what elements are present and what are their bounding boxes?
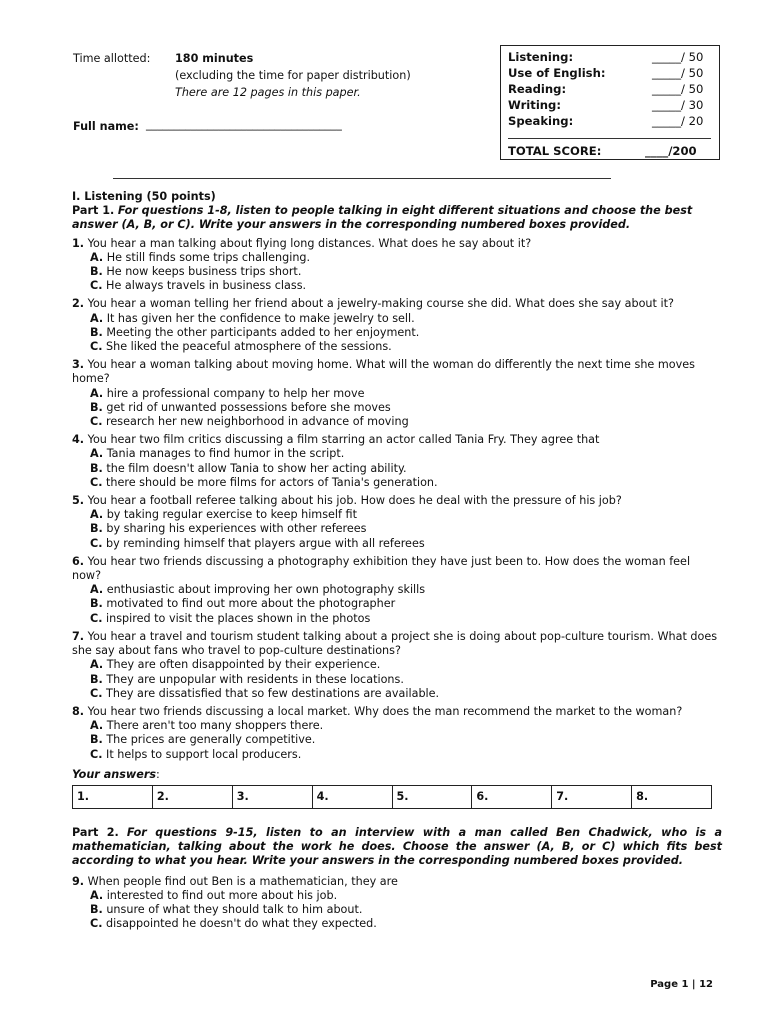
option-a: A. He still finds some trips challenging. — [90, 250, 311, 264]
question-stem: 9. When people find out Ben is a mathematician, they are — [72, 874, 398, 888]
option-c: C. disappointed he doesn't do what they expected. — [90, 917, 377, 931]
question-stem: 3. You hear a woman talking about moving home. What will the woman do differently the next time she moves home? — [72, 358, 695, 386]
score-row-reading — [508, 82, 719, 98]
total-score-value: ____/200 — [645, 144, 697, 158]
time-allotted-value: 180 minutes — [175, 52, 254, 65]
answer-box-5[interactable]: 5. — [392, 785, 472, 808]
header-divider — [113, 178, 611, 179]
question-list — [72, 237, 722, 762]
question-7 — [72, 630, 722, 701]
answer-box-3[interactable]: 3. — [232, 785, 312, 808]
part2-instructions — [72, 826, 722, 869]
score-row-listening — [508, 50, 719, 66]
score-label: Use of English: — [508, 66, 606, 80]
time-note: (excluding the time for paper distribution) — [175, 69, 411, 82]
score-blank: _____/ 50 — [652, 82, 704, 96]
total-score-label: TOTAL SCORE: — [508, 144, 602, 158]
part1-label: Part 1. — [72, 204, 115, 218]
option-c: C. They are dissatisfied that so few destinations are available. — [90, 686, 440, 700]
option-c: C. She liked the peaceful atmosphere of the sessions. — [90, 340, 392, 354]
option-c: C. research her new neighborhood in advance of moving — [90, 415, 409, 429]
option-b: B. He now keeps business trips short. — [90, 265, 302, 279]
question-8 — [72, 705, 722, 762]
score-label: Writing: — [508, 98, 561, 112]
score-row-use-of-english — [508, 66, 719, 82]
score-blank: _____/ 50 — [652, 66, 704, 80]
part2-text: For questions 9-15, listen to an interview with a man called Ben Chadwick, who is a mathematician, talking about the work he does. Choose the answer (A, B, or C) which fits best according to what you hear. Write your answers in the corresponding numbered boxes provided. — [72, 825, 722, 868]
section-title: I. Listening (50 points) — [72, 190, 216, 203]
option-a: A. by taking regular exercise to keep himself fit — [90, 508, 357, 522]
option-a: A. enthusiastic about improving her own photography skills — [90, 583, 426, 597]
question-stem: 4. You hear two film critics discussing a film starring an actor called Tania Fry. They agree that — [72, 433, 600, 447]
question-stem: 7. You hear a travel and tourism student talking about a project she is doing about pop-culture tourism. What does she say about fans who travel to pop-culture destinations? — [72, 629, 718, 658]
answer-box-7[interactable]: 7. — [552, 785, 632, 808]
option-b: B. They are unpopular with residents in these locations. — [90, 672, 404, 686]
question-5 — [72, 494, 722, 551]
answer-box-4[interactable]: 4. — [312, 785, 392, 808]
question-3 — [72, 358, 722, 429]
question-6 — [72, 555, 722, 626]
question-1 — [72, 237, 722, 294]
option-b: B. get rid of unwanted possessions before she moves — [90, 400, 391, 414]
question-2 — [72, 297, 722, 354]
answer-box-8[interactable]: 8. — [632, 785, 712, 808]
question-stem: 8. You hear two friends discussing a local market. Why does the man recommend the market to the woman? — [72, 704, 683, 718]
option-a: A. They are often disappointed by their experience. — [90, 658, 381, 672]
question-9 — [72, 875, 722, 932]
page-number: Page 1 — [650, 979, 689, 990]
answer-table — [72, 785, 712, 809]
score-row-speaking — [508, 114, 719, 130]
option-b: B. unsure of what they should talk to him about. — [90, 902, 363, 916]
option-b: B. Meeting the other participants added to her enjoyment. — [90, 325, 420, 339]
option-c: C. inspired to visit the places shown in the photos — [90, 611, 371, 625]
option-c: C. by reminding himself that players argue with all referees — [90, 536, 425, 550]
part2-label: Part 2. — [72, 825, 119, 839]
answers-label: Your answers: — [72, 767, 160, 781]
full-name-label: Full name: — [73, 120, 139, 133]
pages-note: There are 12 pages in this paper. — [175, 86, 361, 99]
question-stem: 2. You hear a woman telling her friend about a jewelry-making course she did. What does she say about it? — [72, 297, 674, 311]
score-blank: _____/ 50 — [652, 50, 704, 64]
option-b: B. motivated to find out more about the photographer — [90, 597, 396, 611]
question-4 — [72, 433, 722, 490]
footer-separator: | — [688, 979, 700, 990]
time-allotted-label: Time allotted: — [73, 52, 151, 65]
option-a: A. Tania manages to find humor in the script. — [90, 447, 345, 461]
option-a: A. It has given her the confidence to make jewelry to sell. — [90, 311, 415, 325]
part1-text: For questions 1-8, listen to people talking in eight different situations and choose the best answer (A, B, or C). Write your answers in the corresponding numbered boxes provided. — [72, 204, 693, 232]
option-a: A. There aren't too many shoppers there. — [90, 719, 324, 733]
question-stem: 6. You hear two friends discussing a photography exhibition they have just been to. How does the woman feel now? — [72, 554, 691, 583]
question-stem: 5. You hear a football referee talking about his job. How does he deal with the pressure of his job? — [72, 494, 622, 508]
score-blank: _____/ 20 — [652, 114, 704, 128]
page-footer — [650, 978, 713, 992]
score-divider — [508, 138, 711, 139]
score-label: Reading: — [508, 82, 567, 96]
option-b: B. The prices are generally competitive. — [90, 733, 316, 747]
page-total: 12 — [699, 979, 713, 990]
answer-box-2[interactable]: 2. — [152, 785, 232, 808]
score-label: Speaking: — [508, 114, 574, 128]
option-c: C. He always travels in business class. — [90, 279, 307, 293]
score-box — [500, 45, 720, 160]
option-c: C. there should be more films for actors of Tania's generation. — [90, 475, 438, 489]
option-c: C. It helps to support local producers. — [90, 747, 302, 761]
part1-instructions — [72, 204, 722, 232]
answer-box-6[interactable]: 6. — [472, 785, 552, 808]
option-b: B. by sharing his experiences with other referees — [90, 522, 367, 536]
score-label: Listening: — [508, 50, 574, 64]
option-a: A. interested to find out more about his job. — [90, 888, 338, 902]
option-a: A. hire a professional company to help her move — [90, 386, 365, 400]
answer-box-1[interactable]: 1. — [73, 785, 153, 808]
option-b: B. the film doesn't allow Tania to show her acting ability. — [90, 461, 407, 475]
total-score-row — [508, 144, 708, 158]
listening-section — [72, 190, 722, 931]
full-name-line: ___________________________________ — [146, 118, 342, 131]
score-blank: _____/ 30 — [652, 98, 704, 112]
score-row-writing — [508, 98, 719, 114]
question-stem: 1. You hear a man talking about flying long distances. What does he say about it? — [72, 236, 532, 250]
